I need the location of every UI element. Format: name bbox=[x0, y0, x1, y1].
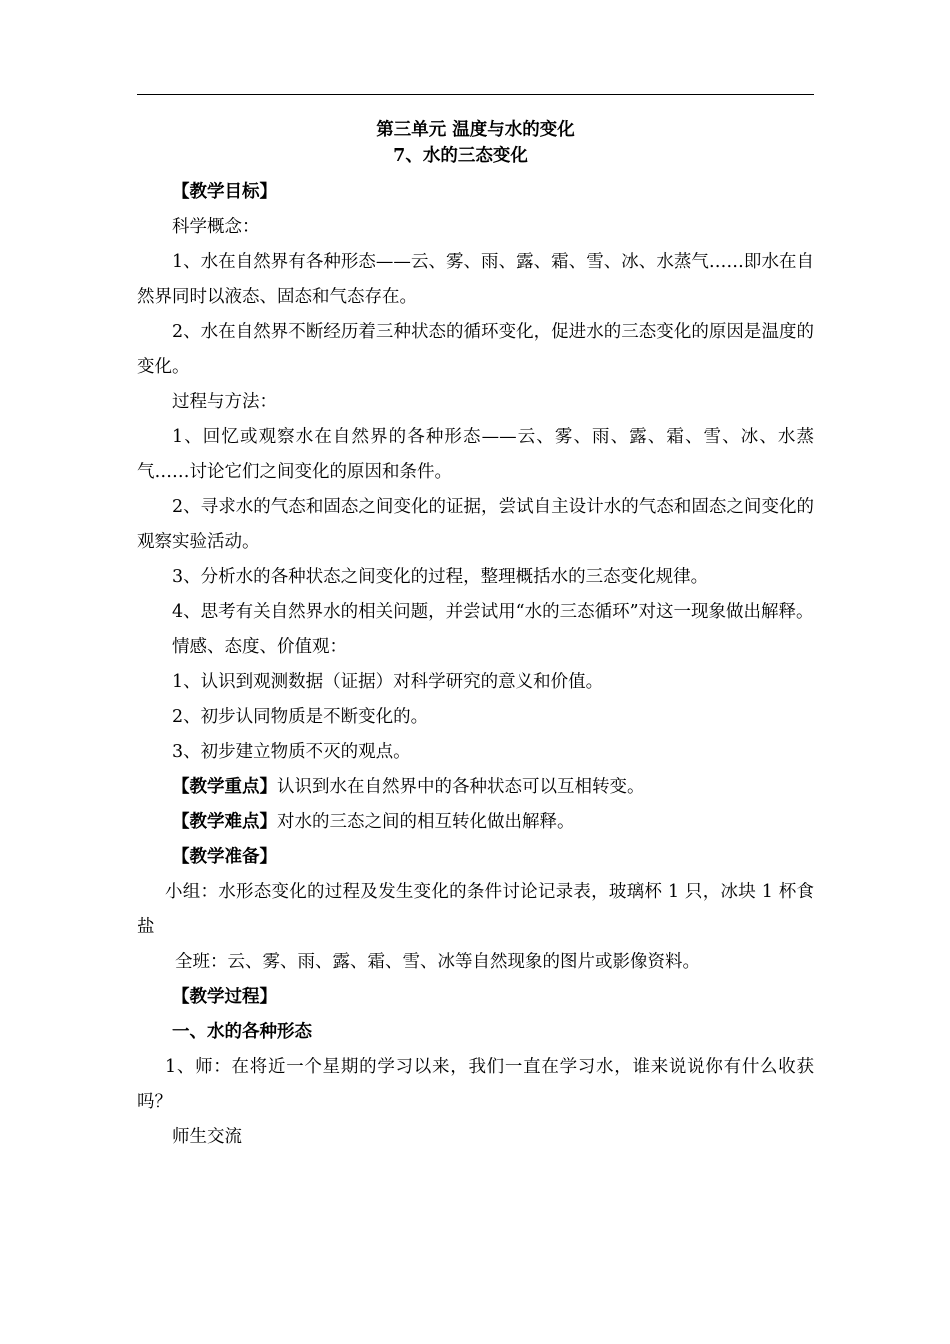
process-item-3: 3、分析水的各种状态之间变化的过程，整理概括水的三态变化规律。 bbox=[172, 567, 709, 587]
values-item-1: 1、认识到观测数据（证据）对科学研究的意义和价值。 bbox=[172, 672, 604, 692]
unit-title: 第三单元 温度与水的变化 bbox=[376, 120, 575, 140]
process-method-heading: 过程与方法： bbox=[172, 392, 277, 412]
values-heading: 情感、态度、价值观： bbox=[172, 637, 347, 657]
key-point-text: 认识到水在自然界中的各种状态可以互相转变。 bbox=[277, 777, 645, 797]
process-heading: 【教学过程】 bbox=[172, 987, 277, 1007]
key-point-label: 【教学重点】 bbox=[172, 777, 277, 797]
process-item-2: 2、寻求水的气态和固态之间变化的证据，尝试自主设计水的气态和固态之间变化的观察实验活动。 bbox=[137, 497, 814, 552]
difficulty-label: 【教学难点】 bbox=[172, 812, 277, 832]
preparation-class: 全班：云、雾、雨、露、霜、雪、冰等自然现象的图片或影像资料。 bbox=[175, 952, 700, 972]
process-step-1: 1、师：在将近一个星期的学习以来，我们一直在学习水，谁来说说你有什么收获吗？ bbox=[137, 1057, 814, 1112]
process-item-1: 1、回忆或观察水在自然界的各种形态——云、雾、雨、露、霜、雪、冰、水蒸气……讨论它们之间变化的原因和条件。 bbox=[137, 427, 814, 482]
concept-heading: 科学概念： bbox=[172, 217, 260, 237]
objectives-heading: 【教学目标】 bbox=[172, 182, 277, 202]
difficulty-text: 对水的三态之间的相互转化做出解释。 bbox=[277, 812, 575, 832]
header-rule bbox=[137, 94, 814, 95]
key-point bbox=[137, 770, 814, 805]
process-item-4: 4、思考有关自然界水的相关问题，并尝试用“水的三态循环”对这一现象做出解释。 bbox=[172, 602, 814, 622]
concept-item-2: 2、水在自然界不断经历着三种状态的循环变化，促进水的三态变化的原因是温度的变化。 bbox=[137, 322, 814, 377]
values-item-3: 3、初步建立物质不灭的观点。 bbox=[172, 742, 411, 762]
section-1-heading: 一、水的各种形态 bbox=[172, 1022, 312, 1042]
values-item-2: 2、初步认同物质是不断变化的。 bbox=[172, 707, 429, 727]
document-body bbox=[137, 117, 814, 1155]
difficulty bbox=[137, 805, 814, 840]
concept-item-1: 1、水在自然界有各种形态——云、雾、雨、露、霜、雪、冰、水蒸气……即水在自然界同时以液态、固态和气态存在。 bbox=[137, 252, 814, 307]
lesson-title: 7、水的三态变化 bbox=[393, 146, 528, 166]
preparation-heading: 【教学准备】 bbox=[172, 847, 277, 867]
process-step-2: 师生交流 bbox=[172, 1127, 242, 1147]
preparation-group: 小组：水形态变化的过程及发生变化的条件讨论记录表，玻璃杯 1 只，冰块 1 杯食盐 bbox=[137, 882, 814, 937]
